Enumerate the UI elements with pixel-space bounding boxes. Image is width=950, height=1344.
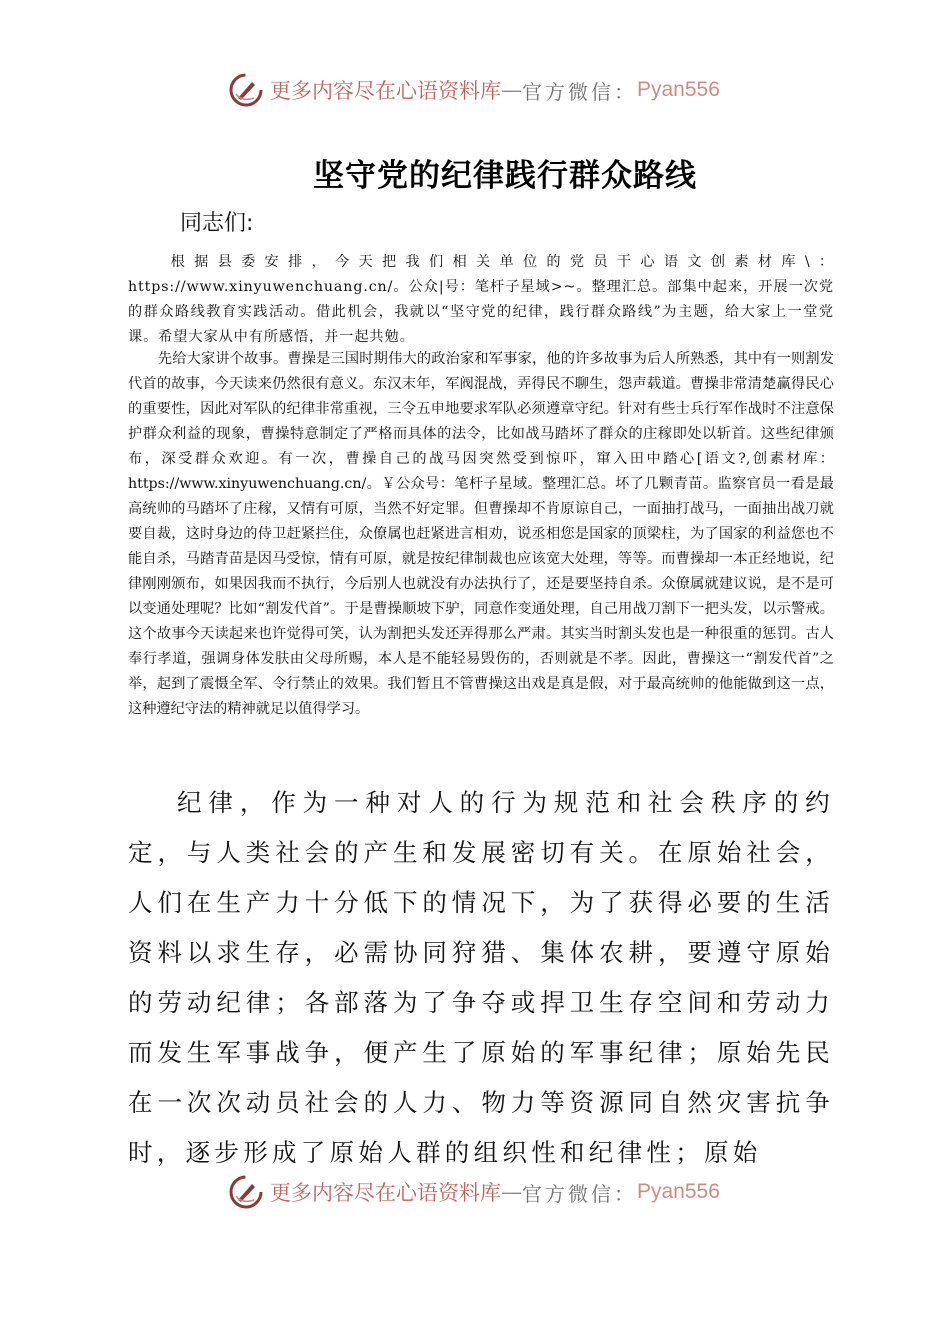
banner-dash: — — [501, 1180, 522, 1204]
quill-pen-logo-icon — [228, 1174, 264, 1210]
banner-wechat-label: 官方微信： — [522, 1181, 637, 1206]
paragraph-intro — [128, 250, 834, 350]
paragraph-story — [128, 347, 834, 722]
paragraph-text: 根据县委安排，今天把我们相关单位的党员干心语文创素材库\：https://www.xinyuwenchuang.cn/。公众|号：笔杆子星域>~。整理汇总。部集中起来，开展一次党的群众路线教育实践活动。借此机会，我就以“坚守党的纪律，践行群众路线”为主题，给大家上一堂党课。希望大家从中有所感悟，并一起共勉。 — [128, 254, 834, 345]
banner-wechat-id: Pyan556 — [637, 78, 720, 101]
quill-pen-logo-icon — [228, 72, 264, 108]
greeting: 同志们: — [180, 211, 254, 236]
paragraph-discipline: 纪律，作为一种对人的行为规范和社会秩序的约定，与人类社会的产生和发展密切有关。在原始社会，人们在生产力十分低下的情况下，为了获得必要的生活资料以求生存，必需协同狩猎、集体农耕，要遵守原始的劳动纪律；各部落为了争夺或捍卫生存空间和劳动力而发生军事战争，便产生了原始的军事纪律；原始先民在一次次动员社会的人力、物力等资源同自然灾害抗争时，逐步形成了原始人群的组织性和纪律性；原始 — [128, 788, 834, 1167]
banner-slogan: 更多内容尽在心语资料库 — [270, 79, 501, 103]
banner-dash: — — [501, 78, 522, 102]
footer-banner — [228, 1170, 728, 1214]
paragraph-text: 先给大家讲个故事。曹操是三国时期伟大的政治家和军事家，他的许多故事为后人所熟悉，其中有一则割发代首的故事，今天读来仍然很有意义。东汉末年，军阀混战，弄得民不聊生，怨声载道。曹操非常清楚赢得民心的重要性，因此对军队的纪律非常重视，三令五申地要求军队必须遵章守纪。针对有些士兵行军作战时不注意保护群众利益的现象，曹操特意制定了严格而具体的法令，比如战马踏坏了群众的庄稼即处以斩首。这些纪律颁布，深受群众欢迎。有一次，曹操自己的战马因突然受到惊吓，窜入田中踏心[语文?,创素材库：https://www.xinyuwenchuang.cn/。￥公众号：笔杆子星域。整理汇总。坏了几颗青苗。监察官员一看是最高统帅的马踏坏了庄稼，又情有可原，当然不好定罪。但曹操却不肯原谅自己，一面抽打战马，一面抽出战刀就要自裁，这时身边的侍卫赶紧拦住，众僚属也赶紧进言相劝，说丞相您是国家的顶梁柱，为了国家的利益您也不能自杀，马踏青苗是因马受惊，情有可原，就是按纪律制裁也应该宽大处理，等等。而曹操却一本正经地说，纪律刚刚颁布，如果因我而不执行，今后别人也就没有办法执行了，还是要坚持自杀。众僚属就建议说，是不是可以变通处理呢？比如“割发代首”。于是曹操顺坡下驴，同意作变通处理，自己用战刀割下一把头发，以示警戒。这个故事今天读起来也许觉得可笑，认为割把头发还弄得那么严肃。其实当时割头发也是一种很重的惩罚。古人奉行孝道，强调身体发肤由父母所赐，本人是不能轻易毁伤的，否则就是不孝。因此，曹操这一“割发代首”之举，起到了震慑全军、令行禁止的效果。我们暂且不管曹操这出戏是真是假，对于最高统帅的他能做到这一点，这种遵纪守法的精神就足以值得学习。 — [128, 351, 834, 717]
banner-wechat-id: Pyan556 — [637, 1180, 720, 1203]
banner-wechat-label: 官方微信： — [522, 79, 637, 104]
document-title: 坚守党的纪律践行群众路线 — [313, 158, 697, 194]
banner-slogan: 更多内容尽在心语资料库 — [270, 1181, 501, 1205]
header-banner — [228, 68, 728, 112]
